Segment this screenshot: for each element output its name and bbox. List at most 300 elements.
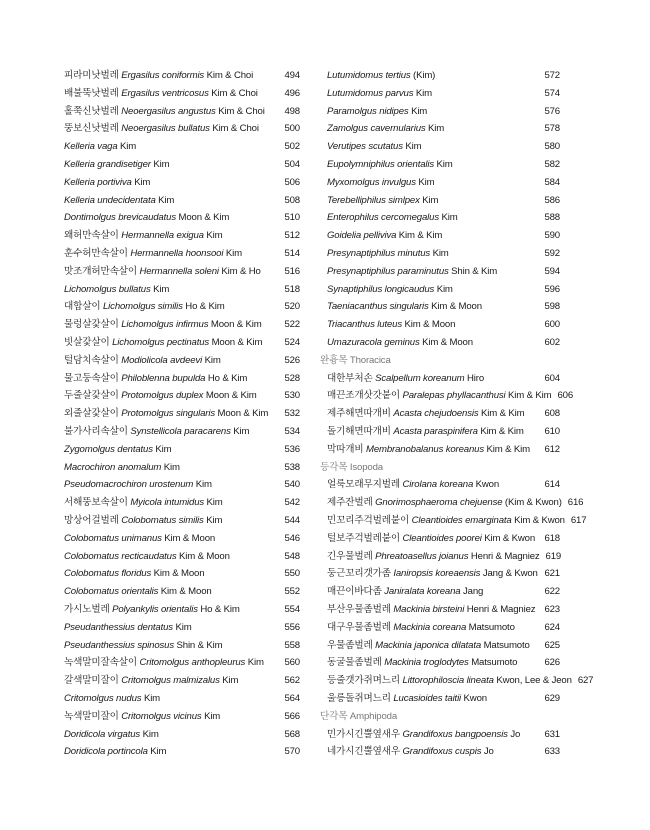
species-name — [327, 338, 473, 348]
korean-name: 매끈조개삿갓붙이 — [327, 390, 403, 402]
page-number: 568 — [284, 728, 300, 740]
index-entry — [320, 530, 560, 548]
species-name — [327, 391, 552, 401]
scientific-name: Colobomatus floridus — [64, 568, 152, 580]
page-number: 623 — [544, 604, 560, 615]
index-entry — [64, 174, 300, 192]
index-entry — [320, 619, 560, 637]
korean-name: 울릉돌쥐며느리 — [327, 692, 394, 704]
species-name — [64, 605, 240, 615]
scientific-name: Lutumidomus parvus — [327, 87, 414, 99]
species-name — [327, 124, 444, 134]
scientific-name: Taeniacanthus singularis — [327, 301, 429, 313]
authority: Kim — [141, 692, 161, 704]
authority: Kim — [172, 621, 192, 633]
species-name — [327, 302, 482, 312]
species-name — [64, 374, 247, 384]
page-number: 566 — [284, 710, 300, 722]
korean-name: 제주잔벌레 — [327, 497, 376, 509]
scientific-name: Mackinia coreana — [393, 621, 467, 633]
species-name — [64, 249, 242, 259]
section-heading — [320, 352, 560, 370]
section-heading-text: 등각목 Isopoda — [320, 461, 383, 473]
index-entry — [64, 192, 300, 210]
scientific-name: Pseudanthessius dentatus — [64, 621, 173, 633]
korean-name: 왜허만속살이 — [64, 230, 122, 242]
authority: Moon & Kim — [214, 408, 269, 420]
authority: Kim — [223, 248, 242, 260]
species-name — [327, 516, 565, 526]
page-number: 528 — [284, 372, 300, 384]
authority: Kim & Moon — [401, 319, 456, 331]
scientific-name: Hermannella hoonsooi — [130, 248, 224, 260]
scientific-name: Synaptiphilus longicaudus — [327, 283, 435, 295]
authority: Matsumoto — [468, 657, 518, 669]
scientific-name: Lichomolgus infirmus — [121, 319, 209, 331]
index-entry — [64, 85, 300, 103]
korean-name: 뚱보신낫벌레 — [64, 123, 122, 135]
species-name — [327, 694, 487, 704]
page-number: 627 — [577, 675, 594, 687]
index-entry — [320, 725, 560, 743]
index-entry — [64, 103, 300, 121]
authority: Henri & Magniez — [468, 550, 540, 562]
scientific-name: Protomolgus duplex — [121, 390, 204, 402]
scientific-name: Philoblenna bupulda — [121, 372, 206, 384]
index-entry — [64, 316, 300, 334]
species-name — [64, 552, 230, 562]
korean-name: 부산우물좀벌레 — [327, 604, 394, 615]
authority: Kim — [152, 443, 172, 455]
index-entry — [64, 743, 300, 761]
korean-name: 돌기해면따개비 — [327, 426, 394, 438]
page-number: 504 — [284, 159, 300, 171]
authority: Jo — [481, 746, 494, 758]
scientific-name: Cleantioides poorei — [402, 532, 482, 544]
index-entry — [64, 476, 300, 494]
authority: Kim & Moon — [158, 586, 212, 598]
species-name — [327, 142, 421, 152]
authority: Kim & Kim — [484, 443, 530, 455]
page-number: 619 — [545, 550, 562, 562]
scientific-name: Critomolgus nudus — [64, 692, 142, 704]
korean-name: 대합살이 — [64, 301, 103, 313]
species-name — [327, 320, 455, 330]
species-name — [64, 356, 221, 366]
scientific-name: Mackinia birsteini — [393, 604, 465, 615]
index-column-left — [64, 67, 300, 761]
index-entry — [64, 423, 300, 441]
authority: Kim & Moon — [176, 550, 230, 562]
index-entry — [320, 370, 560, 388]
authority: Kim — [245, 657, 264, 669]
scientific-name: Kelleria grandisetiger — [64, 159, 151, 171]
scientific-name: Grandifoxus bangpoensis — [402, 728, 508, 740]
authority: Kim & Kwon — [511, 515, 565, 527]
scientific-name: Myxomolgus invulgus — [327, 176, 416, 188]
korean-name: 불가사리속살이 — [64, 426, 131, 438]
page-number: 622 — [544, 586, 560, 598]
index-entry — [64, 281, 300, 299]
scientific-name: Ianiropsis koreaensis — [393, 568, 481, 580]
scientific-name: Paralepas phyllacanthusi — [402, 390, 506, 402]
authority: Kwon — [473, 479, 500, 491]
authority: Moon & Kim — [208, 319, 262, 331]
species-name — [64, 89, 258, 99]
index-entry — [320, 67, 560, 85]
scientific-name: Eupolymniphilus orientalis — [327, 159, 435, 171]
authority: Hiro — [464, 372, 485, 384]
authority: Kim & Moon — [428, 301, 482, 313]
index-entry — [64, 725, 300, 743]
page-number: 624 — [544, 621, 560, 633]
authority: (Kim & Kwon) — [502, 497, 562, 509]
species-name — [64, 569, 204, 579]
scientific-name: Kelleria vaga — [64, 141, 118, 153]
species-name — [64, 196, 174, 206]
index-entry — [320, 476, 560, 494]
authority: Kim — [408, 105, 428, 117]
scientific-name: Janiralata koreana — [384, 586, 461, 598]
index-entry — [64, 298, 300, 316]
index-entry — [320, 672, 594, 690]
species-name — [327, 569, 538, 579]
species-name — [64, 747, 166, 757]
authority: Kim — [131, 176, 151, 188]
scientific-name: Lutumidomus tertius — [327, 70, 411, 82]
species-name — [64, 498, 223, 508]
scientific-name: Membranobalanus koreanus — [366, 443, 484, 455]
authority: Kim — [434, 283, 453, 295]
authority: Kim — [150, 283, 170, 295]
page-number: 500 — [284, 123, 300, 135]
page-number: 604 — [544, 372, 560, 384]
species-name — [327, 107, 427, 117]
page-number: 514 — [284, 248, 300, 260]
page-number: 582 — [544, 159, 560, 171]
authority: Shin & Kim — [174, 639, 223, 651]
index-entry — [320, 174, 560, 192]
authority: Kim — [201, 710, 221, 722]
scientific-name: Neoergasilus angustus — [121, 105, 216, 117]
species-name — [327, 552, 540, 562]
species-name — [327, 374, 484, 384]
species-name — [64, 178, 150, 188]
index-entry — [64, 138, 300, 156]
index-entry — [64, 565, 300, 583]
authority: Kwon — [461, 692, 487, 704]
page-number: 621 — [544, 568, 560, 580]
authority: Kim — [150, 159, 170, 171]
species-name — [64, 160, 169, 170]
authority: Kim & Choi — [209, 123, 259, 135]
authority: Kim — [161, 461, 180, 473]
page-number: 534 — [284, 426, 300, 438]
index-entry — [320, 245, 560, 263]
index-entry — [64, 67, 300, 85]
index-entry — [320, 690, 560, 708]
authority: Kim — [193, 479, 212, 491]
korean-name: 네가시긴뿔옆새우 — [327, 746, 403, 758]
index-entry — [64, 619, 300, 637]
page-number: 600 — [544, 319, 560, 331]
scientific-name: Kelleria portiviva — [64, 176, 132, 188]
page-number: 540 — [284, 479, 300, 491]
authority: Kim & Kim — [477, 426, 524, 438]
korean-name: 제주해면따개비 — [327, 408, 394, 420]
species-name — [64, 480, 212, 490]
scientific-name: Doridicola virgatus — [64, 728, 141, 740]
page-number: 516 — [284, 265, 300, 277]
scientific-name: Mackinia japonica dilatata — [375, 639, 482, 651]
authority: Kim — [425, 123, 445, 135]
scientific-name: Umazuracola geminus — [327, 337, 420, 349]
page-number: 594 — [544, 265, 560, 277]
scientific-name: Lichomolgus pectinatus — [112, 337, 210, 349]
authority: Kim & Moon — [419, 337, 473, 349]
page-number: 494 — [284, 70, 300, 82]
page-number: 554 — [284, 604, 300, 615]
page-number: 548 — [284, 550, 300, 562]
korean-name: 피라미낫벌레 — [64, 70, 122, 82]
index-entry — [320, 654, 560, 672]
index-entry — [320, 387, 574, 405]
index-entry — [64, 156, 300, 174]
index-entry — [64, 530, 300, 548]
authority: Kim & Kim — [478, 408, 525, 420]
authority: Kim — [430, 248, 449, 260]
korean-name: 녹색말미잘속살이 — [64, 657, 140, 669]
authority: Kim — [147, 746, 167, 758]
species-name — [327, 249, 449, 259]
scientific-name: Goidelia pelliviva — [327, 230, 397, 242]
species-name — [327, 730, 520, 740]
species-name — [64, 712, 220, 722]
species-name — [327, 623, 515, 633]
page-number: 618 — [544, 532, 560, 544]
index-entry — [64, 601, 300, 619]
page-number: 524 — [284, 337, 300, 349]
index-entry — [320, 583, 560, 601]
species-name — [327, 480, 499, 490]
index-entry — [320, 85, 560, 103]
index-entry — [64, 512, 300, 530]
authority: Kim — [438, 212, 458, 224]
authority: Moon & Kim — [175, 212, 230, 224]
page-number: 496 — [284, 87, 300, 99]
scientific-name: Zamolgus cavernularius — [327, 123, 426, 135]
scientific-name: Paramolgus nidipes — [327, 105, 409, 117]
authority: Kim & Choi — [204, 70, 254, 82]
species-name — [64, 391, 257, 401]
authority: Ho & Kim — [197, 604, 240, 615]
authority: Kim — [203, 230, 223, 242]
scientific-name: Colobomatus recticaudatus — [64, 550, 177, 562]
korean-name: 막따개비 — [327, 443, 366, 455]
species-name — [64, 658, 264, 668]
scientific-name: Protomolgus singularis — [121, 408, 215, 420]
index-entry — [320, 743, 560, 761]
page-number: 602 — [544, 337, 560, 349]
species-name — [327, 71, 435, 81]
page-number: 508 — [284, 194, 300, 206]
page-number: 580 — [544, 141, 560, 153]
index-entry — [64, 387, 300, 405]
scientific-name: Acasta chejudoensis — [393, 408, 479, 420]
scientific-name: Phreatoasellus joianus — [375, 550, 469, 562]
species-name — [64, 694, 160, 704]
authority: Henri & Magniez — [464, 604, 536, 615]
authority: Kim & Kim — [396, 230, 443, 242]
authority: Matsumoto — [481, 639, 530, 651]
korean-name: 민꼬리주걱벌레붙이 — [327, 515, 412, 527]
scientific-name: Pseudanthessius spinosus — [64, 639, 174, 651]
authority: Kim — [117, 141, 137, 153]
scientific-name: Polyankylis orientalis — [112, 604, 198, 615]
scientific-name: Terebelliphilus simlpex — [327, 194, 420, 206]
scientific-name: Acasta paraspinifera — [393, 426, 478, 438]
page-number: 502 — [284, 141, 300, 153]
korean-name: 홀쭉신낫벌레 — [64, 105, 122, 117]
page-number: 518 — [284, 283, 300, 295]
page-number: 576 — [544, 105, 560, 117]
species-name — [327, 409, 524, 419]
page-number: 590 — [544, 230, 560, 242]
authority: Kim — [219, 675, 239, 687]
scientific-name: Lichomolgus bullatus — [64, 283, 151, 295]
page-number: 552 — [284, 586, 300, 598]
authority: Kim — [413, 87, 432, 99]
species-name — [64, 516, 222, 526]
species-name — [327, 747, 494, 757]
page-number: 562 — [284, 675, 300, 687]
index-entry — [64, 654, 300, 672]
section-heading-text: 단각목 Amphipoda — [320, 710, 398, 722]
scientific-name: Macrochiron anomalum — [64, 461, 162, 473]
scientific-name: Mackinia troglodytes — [384, 657, 469, 669]
korean-name: 매끈이바다좀 — [327, 586, 385, 598]
index-entry — [320, 316, 560, 334]
index-entry — [64, 441, 300, 459]
scientific-name: Dontimolgus brevicaudatus — [64, 212, 176, 224]
authority: Kim & Moon — [151, 568, 205, 580]
species-name — [327, 587, 483, 597]
species-name — [327, 605, 535, 615]
index-entry — [64, 690, 300, 708]
index-entry — [320, 405, 560, 423]
authority: (Kim) — [410, 70, 436, 82]
index-entry — [320, 227, 560, 245]
scientific-name: Colobomatus similis — [121, 515, 204, 527]
section-heading — [320, 708, 560, 726]
index-entry — [320, 156, 560, 174]
index-entry — [320, 494, 584, 512]
scientific-name: Zygomolgus dentatus — [64, 443, 153, 455]
authority: Ho & Kim — [182, 301, 225, 313]
scientific-name: Grandifoxus cuspis — [402, 746, 482, 758]
korean-name: 등줄갯가쥐며느리 — [327, 675, 403, 687]
species-name — [64, 231, 222, 241]
scientific-name: Hermannella exigua — [121, 230, 204, 242]
index-entry — [64, 583, 300, 601]
korean-name: 털담치속살이 — [64, 354, 122, 366]
page-number: 616 — [567, 497, 584, 509]
page-number: 574 — [544, 87, 560, 99]
korean-name: 서해뚱보속살이 — [64, 497, 131, 509]
page-number: 506 — [284, 176, 300, 188]
page-number: 625 — [544, 639, 560, 651]
scientific-name: Presynaptiphilus minutus — [327, 248, 431, 260]
species-name — [64, 320, 262, 330]
index-entry — [320, 298, 560, 316]
korean-name: 외줄살갗살이 — [64, 408, 122, 420]
index-entry — [64, 494, 300, 512]
page-number: 626 — [544, 657, 560, 669]
page-number: 520 — [284, 301, 300, 313]
scientific-name: Critomolgus anthopleurus — [139, 657, 246, 669]
index-entry — [64, 548, 300, 566]
page-number: 578 — [544, 123, 560, 135]
authority: Matsumoto — [466, 621, 515, 633]
authority: Kim & Ho — [218, 265, 261, 277]
scientific-name: Enterophilus cercomegalus — [327, 212, 439, 224]
index-entry — [320, 120, 560, 138]
page-number: 588 — [544, 212, 560, 224]
species-name — [64, 463, 180, 473]
scientific-name: Scalpellum koreanum — [375, 372, 465, 384]
page-number: 546 — [284, 532, 300, 544]
species-name — [327, 267, 497, 277]
index-entry — [320, 548, 560, 566]
scientific-name: Pseudomacrochiron urostenum — [64, 479, 194, 491]
index-entry — [64, 120, 300, 138]
authority: Kim — [415, 176, 435, 188]
species-name — [327, 231, 442, 241]
index-entry — [64, 708, 300, 726]
authority: Kim & Choi — [215, 105, 265, 117]
index-entry — [320, 441, 560, 459]
page-number: 558 — [284, 639, 300, 651]
index-entry — [320, 263, 560, 281]
species-name — [327, 213, 458, 223]
page-number: 538 — [284, 461, 300, 473]
species-name — [327, 498, 562, 508]
korean-name: 동굴물좀벌레 — [327, 657, 385, 669]
species-name — [327, 160, 453, 170]
species-name — [64, 730, 159, 740]
page-number: 570 — [284, 746, 300, 758]
korean-name: 우물좀벌레 — [327, 639, 376, 651]
page-number: 631 — [544, 728, 560, 740]
page-number: 610 — [544, 426, 560, 438]
species-name — [64, 267, 261, 277]
index-entry — [64, 405, 300, 423]
page-number: 536 — [284, 443, 300, 455]
species-name — [64, 409, 268, 419]
index-column-right — [320, 67, 594, 761]
page-number: 556 — [284, 621, 300, 633]
index-entry — [320, 138, 560, 156]
species-name — [64, 71, 253, 81]
page-number: 586 — [544, 194, 560, 206]
index-entry — [320, 637, 560, 655]
korean-name: 긴우물벌레 — [327, 550, 376, 562]
species-name — [64, 623, 192, 633]
scientific-name: Gnorimosphaeroma chejuense — [375, 497, 503, 509]
authority: Kim — [419, 194, 439, 206]
index-entry — [64, 672, 300, 690]
scientific-name: Verutipes scutatus — [327, 141, 403, 153]
